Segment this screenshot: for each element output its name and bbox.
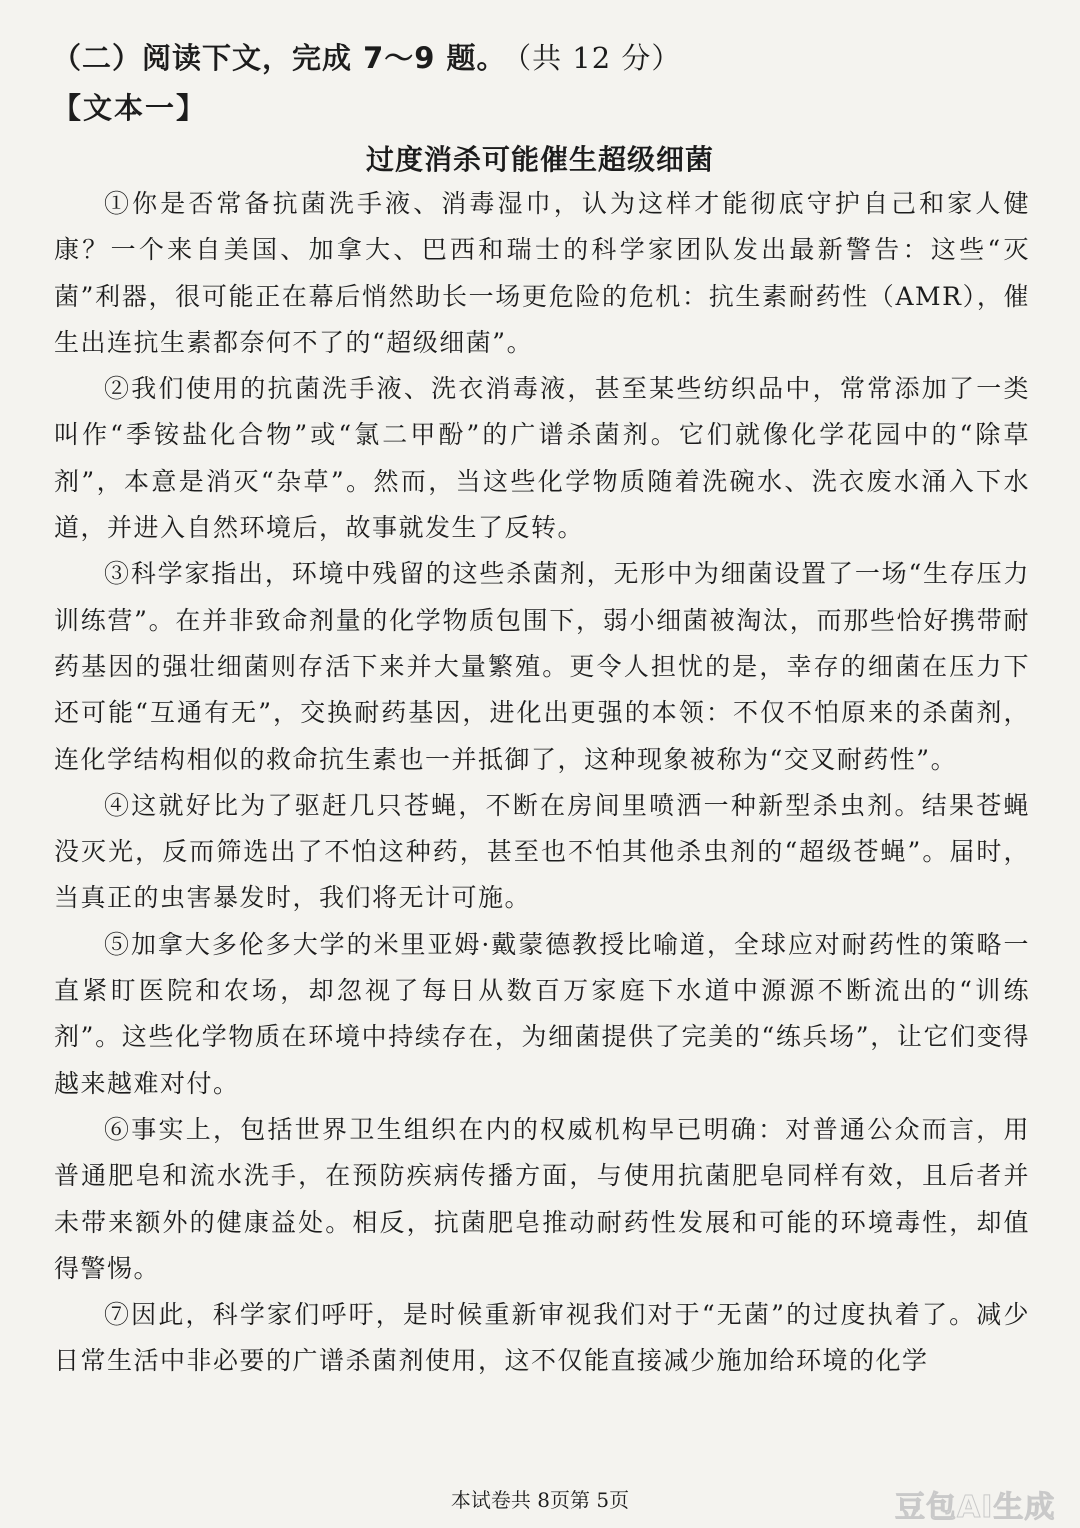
- section-score: （共 12 分）: [516, 41, 682, 75]
- watermark: 豆包AI生成: [895, 1490, 1056, 1525]
- article-title: 过度消杀可能催生超级细菌: [365, 143, 714, 176]
- paragraph-1: ①你是否常备抗菌洗手液、消毒湿巾，认为这样才能彻底守护自己和家人健康？一个来自美国、加拿大、巴西和瑞士的科学家团队发出最新警告：这些“灭菌”利器，很可能正在幕后悄然助长一场更危险的危机：抗生素耐药性（AMR），催生出连抗生素都奈何不了的“超级细菌”。: [54, 189, 1030, 357]
- paragraph-2: ②我们使用的抗菌洗手液、洗衣消毒液，甚至某些纺织品中，常常添加了一类叫作“季铵盐化合物”或“氯二甲酚”的广谱杀菌剂。它们就像化学花园中的“除草剂”，本意是消灭“杂草”。然而，当这些化学物质随着洗碗水、洗衣废水涌入下水道，并进入自然环境后，故事就发生了反转。: [54, 374, 1030, 543]
- paragraph-5: ⑤加拿大多伦多大学的米里亚姆·戴蒙德教授比喻道，全球应对耐药性的策略一直紧盯医院和农场，却忽视了每日从数百万家庭下水道中源源不断流出的“训练剂”。这些化学物质在环境中持续存在，为细菌提供了完美的“练兵场”，让它们变得越来越难对付。: [54, 929, 1030, 1098]
- paragraph-6: ⑥事实上，包括世界卫生组织在内的权威机构早已明确：对普通公众而言，用普通肥皂和流水洗手，在预防疾病传播方面，与使用抗菌肥皂同样有效，且后者并未带来额外的健康益处。相反，抗菌肥皂推动耐药性发展和可能的环境毒性，却值得警惕。: [54, 1114, 1030, 1283]
- paragraph-7: ⑦因此，科学家们呼吁，是时候重新审视我们对于“无菌”的过度执着了。减少日常生活中非必要的广谱杀菌剂使用，这不仅能直接减少施加给环境的化学: [54, 1300, 1030, 1376]
- paragraph-3: ③科学家指出，环境中残留的这些杀菌剂，无形中为细菌设置了一场“生存压力训练营”。在并非致命剂量的化学物质包围下，弱小细菌被淘汰，而那些恰好携带耐药基因的强壮细菌则存活下来并大量繁殖。更令人担忧的是，幸存的细菌在压力下还可能“互通有无”，交换耐药基因，进化出更强的本领：不仅不怕原来的杀菌剂，连化学结构相似的救命抗生素也一并抵御了，这种现象被称为“交叉耐药性”。: [54, 559, 1030, 774]
- section-heading: [52, 36, 681, 77]
- article-body: [54, 181, 1030, 1385]
- page-footer: 本试卷共 8页第 5页: [450, 1488, 630, 1512]
- section-heading-text: （二）阅读下文，完成 7～9 题。: [52, 41, 507, 75]
- text-label: 【文本一】: [52, 91, 208, 125]
- paragraph-4: ④这就好比为了驱赶几只苍蝇，不断在房间里喷洒一种新型杀虫剂。结果苍蝇没灭光，反而筛选出了不怕这种药，甚至也不怕其他杀虫剂的“超级苍蝇”。届时，当真正的虫害暴发时，我们将无计可施。: [54, 790, 1030, 913]
